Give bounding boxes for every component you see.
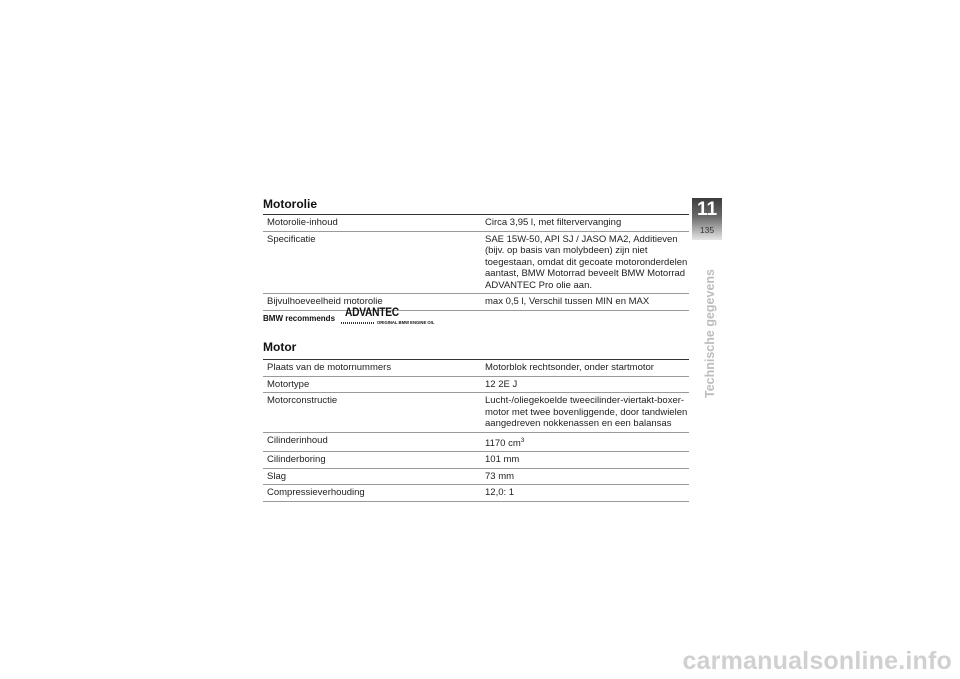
- engine-spec-table: [263, 359, 689, 502]
- chapter-tab: [692, 198, 722, 240]
- spec-value: max 0,5 l, Verschil tussen MIN en MAX: [479, 294, 689, 311]
- displacement-value: 1170 cm: [485, 437, 521, 449]
- table-row: [263, 452, 689, 469]
- spec-value: 73 mm: [479, 468, 689, 485]
- spec-key: Slag: [263, 468, 479, 485]
- table-row: [263, 468, 689, 485]
- chapter-number: 11: [696, 199, 718, 220]
- table-row: [263, 294, 689, 311]
- spec-value: [479, 432, 689, 452]
- table-row: [263, 393, 689, 433]
- advantec-logo-brand: ADVANTEC: [345, 305, 399, 319]
- table-row: [263, 485, 689, 502]
- spec-value: SAE 15W-50, API SJ / JASO MA2, Additieven (bijv. op basis van molybdeen) zijn niet toegestaan, omdat dit gecoate motoronderdelen aantast, BMW Motorrad beveelt BMW Motorrad ADVANTEC Pro olie aan.: [479, 231, 689, 294]
- chapter-title-vertical: Technische gegevens: [703, 269, 717, 398]
- table-row: [263, 215, 689, 232]
- spec-key: Cilinderboring: [263, 452, 479, 469]
- watermark: carmanualsonline.info: [682, 647, 952, 675]
- spec-key: Cilinderinhoud: [263, 432, 479, 452]
- spec-value: 101 mm: [479, 452, 689, 469]
- table-row: [263, 360, 689, 377]
- advantec-logo: [341, 305, 435, 327]
- spec-value: 12,0: 1: [479, 485, 689, 502]
- spec-key: Plaats van de motornummers: [263, 360, 479, 377]
- advantec-logo-tagline: ORIGINAL BMW ENGINE OIL: [377, 320, 435, 325]
- spec-key: Motortype: [263, 376, 479, 393]
- spec-key: Motorolie-inhoud: [263, 215, 479, 232]
- spec-key: Bijvulhoeveelheid motorolie: [263, 294, 479, 311]
- section-title-motorolie: Motorolie: [263, 197, 317, 211]
- spec-key: Motorconstructie: [263, 393, 479, 433]
- spec-value: Lucht-/oliegekoelde tweecilinder-viertakt-boxer-motor met twee bovenliggende, door tandwielen aangedreven nokkenassen en een balansas: [479, 393, 689, 433]
- spec-key: Specificatie: [263, 231, 479, 294]
- spec-key: Compressieverhouding: [263, 485, 479, 502]
- advantec-logo-stripes: [341, 322, 375, 324]
- section-title-motor: Motor: [263, 340, 297, 354]
- spec-value: Motorblok rechtsonder, onder startmotor: [479, 360, 689, 377]
- table-row: [263, 376, 689, 393]
- spec-value: 12 2E J: [479, 376, 689, 393]
- displacement-unit-superscript: 3: [520, 436, 525, 444]
- oil-spec-table: [263, 214, 689, 311]
- page-number: 135: [699, 225, 715, 235]
- table-row: [263, 432, 689, 452]
- spec-value: Circa 3,95 l, met filtervervanging: [479, 215, 689, 232]
- bmw-recommends-label: BMW recommends: [263, 314, 336, 323]
- table-row: [263, 231, 689, 294]
